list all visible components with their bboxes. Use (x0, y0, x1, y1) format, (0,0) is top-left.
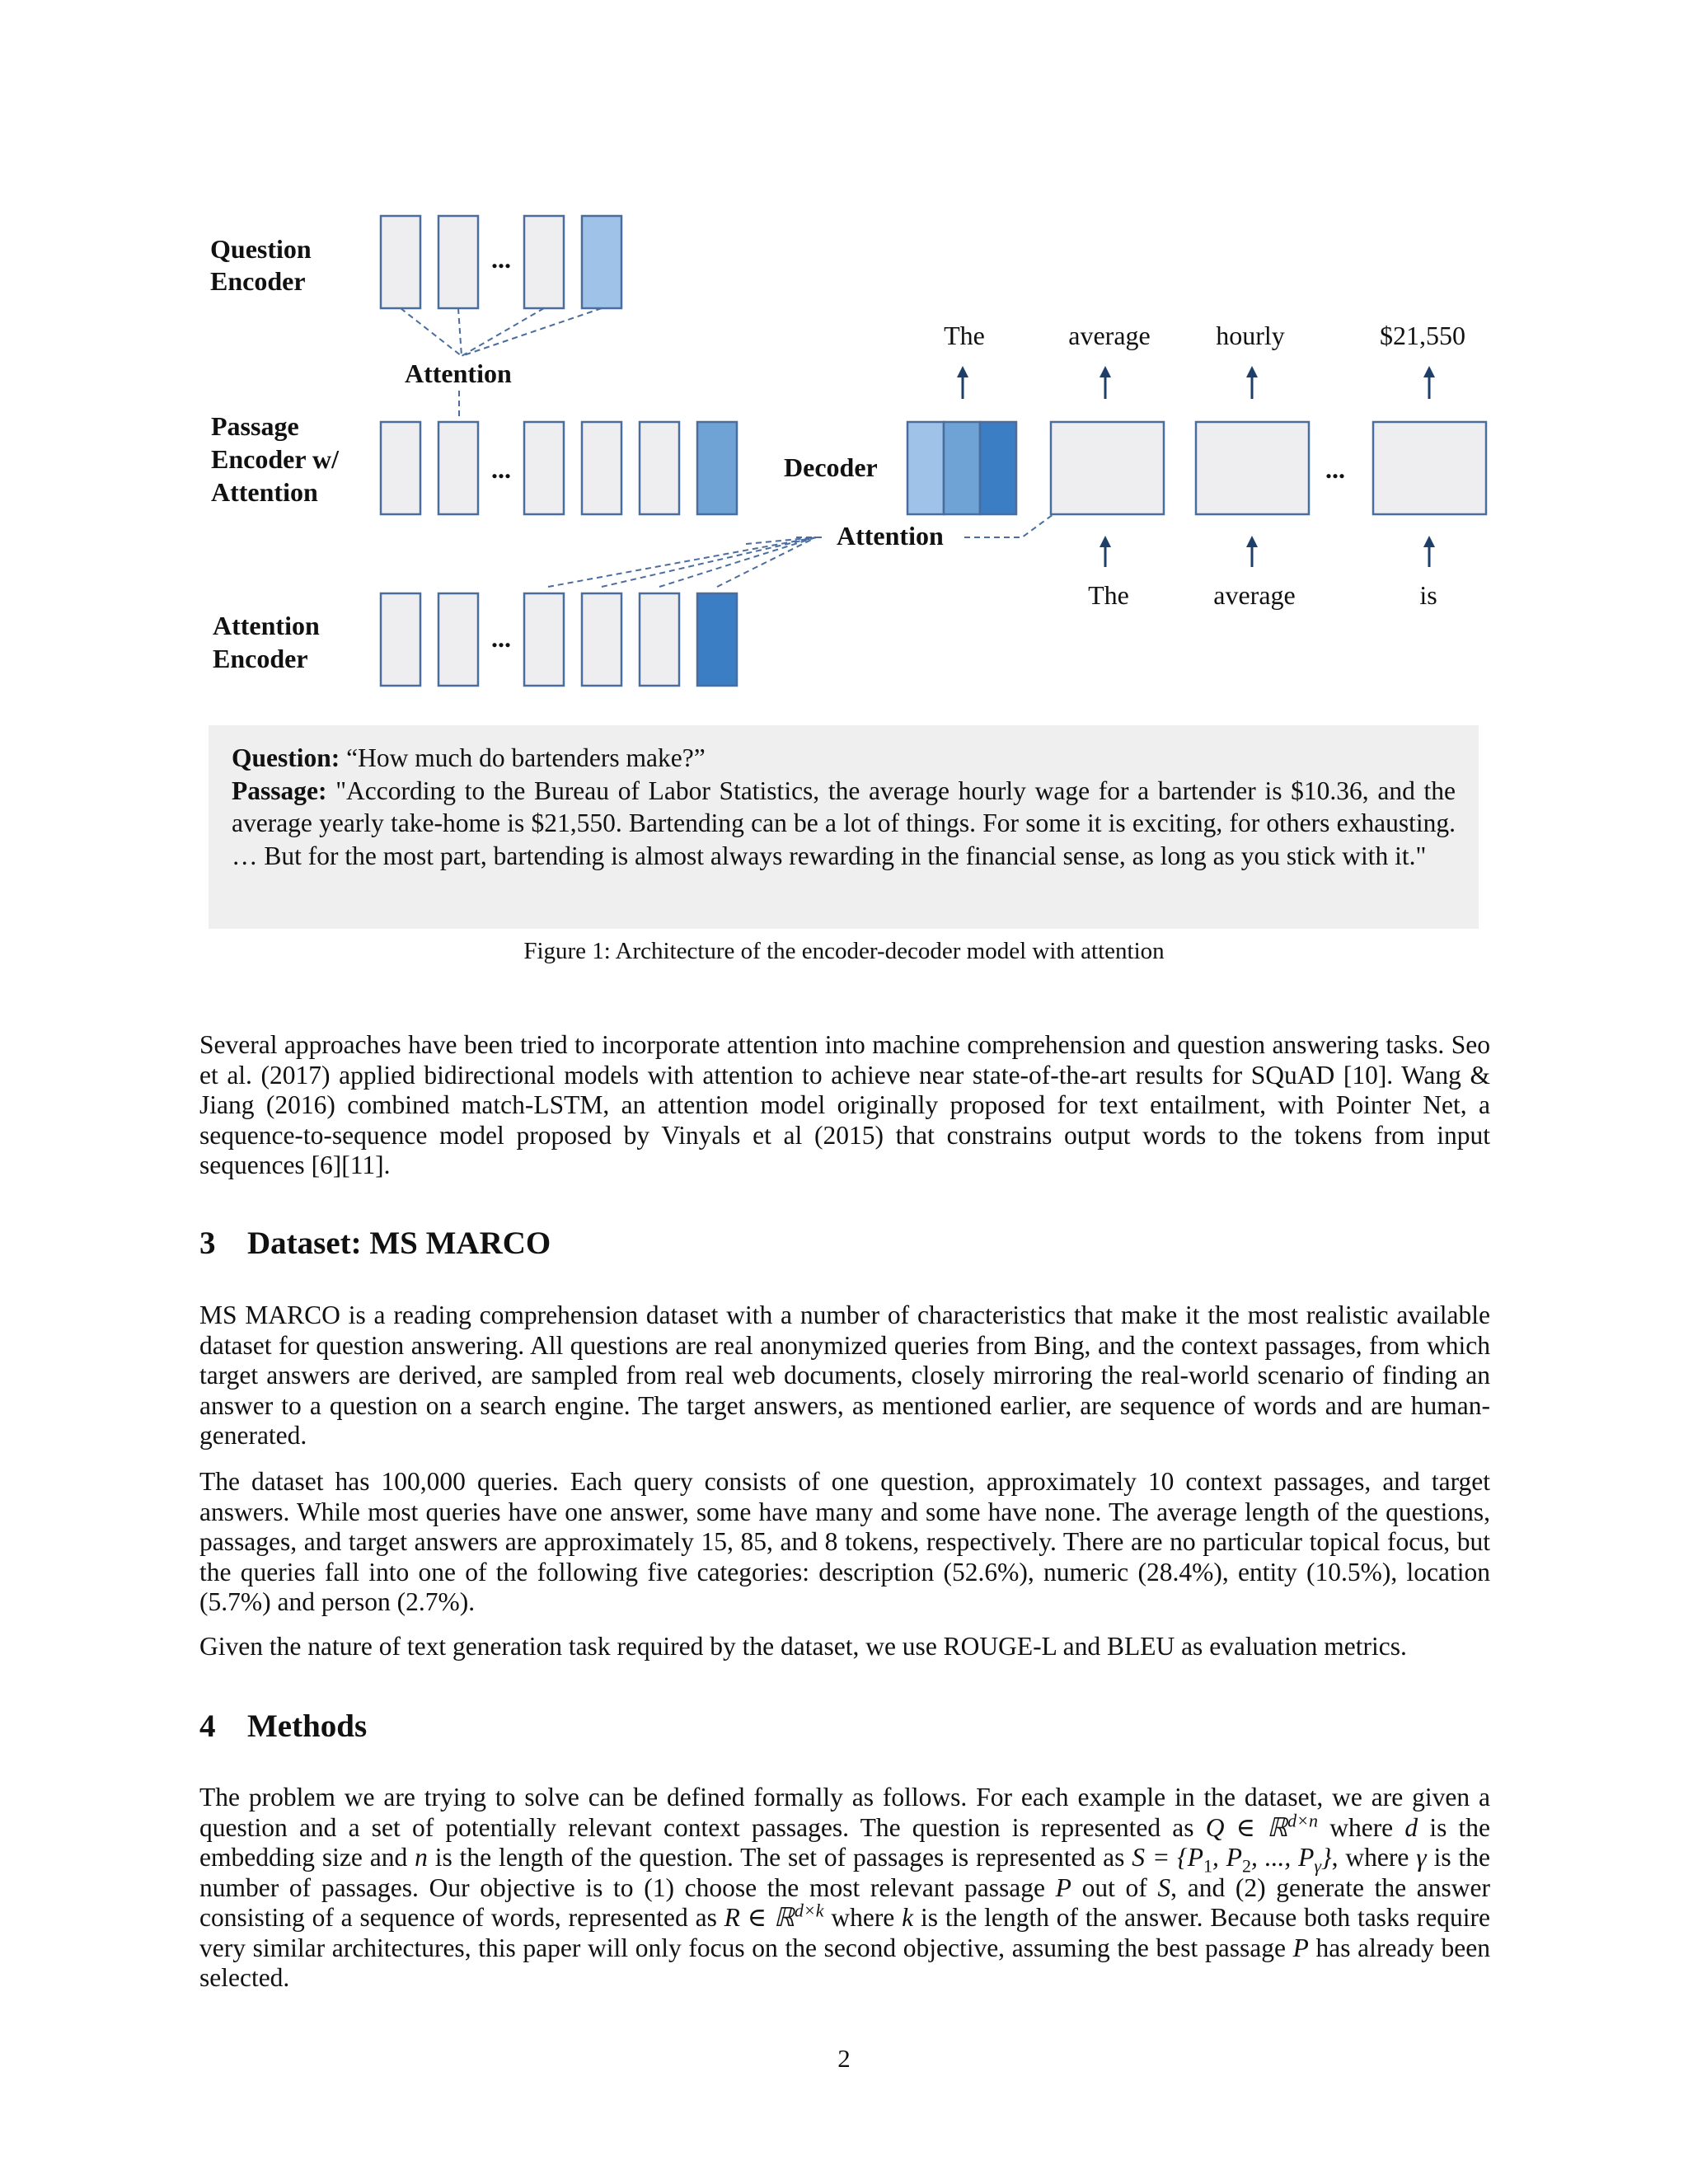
output-arrow (1100, 366, 1111, 399)
passage-encoder-cell (582, 422, 621, 514)
section-3-number: 3 (199, 1226, 216, 1261)
section-4-heading (199, 1708, 367, 1745)
attention-encoder-cell (381, 593, 420, 686)
passage-label: Passage: (232, 776, 327, 805)
figure-caption: Figure 1: Architecture of the encoder-decoder model with attention (523, 938, 1165, 964)
paragraph-dataset-2: The dataset has 100,000 queries. Each query consists of one question, approximately 10 context passages, and target answers. While most queries have one answer, some have many and some have none. The average length of the questions, passages, and target answers are approximately 15, 85, and 8 tokens, respectively. There are no particular topical focus, but the queries fall into one of the following five categories: description (52.6%), numeric (28.4%), entity (10.5%), location (5.7%) and person (2.7%). (199, 1467, 1490, 1616)
decoder-ellipsis: ... (1325, 454, 1345, 484)
question-encoder-ellipsis: ... (491, 244, 511, 274)
section-4-title: Methods (247, 1708, 368, 1744)
output-arrow (957, 366, 968, 399)
passage-encoder-cell (640, 422, 679, 514)
output-token: hourly (1216, 321, 1285, 350)
output-token: average (1068, 321, 1151, 350)
paragraph-related-work: Several approaches have been tried to incorporate attention into machine comprehension and question answering tasks. Seo et al. (2017) applied bidirectional models with attention to achieve near state-of-the-art results for SQuAD [10]. Wang & Jiang (2016) combined match-LSTM, an attention model originally proposed for text entailment, with Pointer Net, a sequence-to-sequence model proposed by Vinyals et al (2015) that constrains output words to the tokens from input sequences [6][11]. (199, 1030, 1490, 1179)
output-token: $21,550 (1380, 321, 1465, 350)
attention-top-label: Attention (405, 359, 512, 388)
question-encoder-label-line1: Question (210, 234, 312, 264)
attention-link (401, 308, 462, 356)
paragraph-dataset-1: MS MARCO is a reading comprehension dataset with a number of characteristics that make it the most realistic available dataset for question answering. All questions are real anonymized queries from Bing, and the context passages, from which target answers are derived, are sampled from real web documents, closely mirroring the real-world scenario of finding an answer to a question on a search engine. The target answers, as mentioned earlier, are sequence of words and are human-generated. (199, 1301, 1490, 1450)
input-arrow (1246, 536, 1258, 567)
question-encoder-cell (381, 216, 420, 308)
section-3-title: Dataset: MS MARCO (247, 1226, 551, 1261)
question-encoder-cell (438, 216, 478, 308)
question-encoder-final-cell (582, 216, 621, 308)
input-arrow (1423, 536, 1435, 567)
attention-link (659, 537, 816, 587)
example-box (209, 725, 1479, 929)
decoder-label: Decoder (784, 452, 878, 482)
passage-encoder-label-line2: Encoder w/ (211, 444, 339, 474)
passage-text: "According to the Bureau of Labor Statistics, the average hourly wage for a bartender is $10.36, and the average yearly take-home is $21,550. Bartending can be a lot of things. For some it is exciting, for others exhausting. … But for the most part, bartending is almost always rewarding in the financial sense, as long as you stick with it." (232, 776, 1456, 870)
passage-encoder-ellipsis: ... (491, 454, 511, 484)
math-Q: Q ∈ ℝ (1205, 1812, 1288, 1842)
math-R: R ∈ ℝ (724, 1903, 795, 1932)
math-S: S = {P (1132, 1843, 1203, 1872)
question-encoder-label-line2: Encoder (210, 266, 306, 296)
attention-encoder-cell (582, 593, 621, 686)
passage-encoder-label-line3: Attention (211, 477, 318, 507)
decoder-state-dark (980, 422, 1016, 514)
decoder-state-mid (944, 422, 980, 514)
attention-link (964, 514, 1053, 537)
attention-encoder-label-line1: Attention (213, 611, 320, 640)
output-arrow (1423, 366, 1435, 399)
input-token: The (1088, 580, 1129, 610)
input-arrow (1100, 536, 1111, 567)
example-question (232, 742, 1456, 775)
attention-encoder-cell (524, 593, 564, 686)
output-token: The (944, 321, 985, 350)
decoder-step-cell (1373, 422, 1486, 514)
decoder-state-light (907, 422, 944, 514)
page-number: 2 (837, 2044, 851, 2073)
attention-encoder-cell (438, 593, 478, 686)
passage-encoder-label-line1: Passage (211, 411, 299, 441)
paragraph-methods: The problem we are trying to solve can be defined formally as follows. For each example in the dataset, we are given a question and a set of potentially relevant context passages. The question is represented as Q ∈ ℝ$^{d\times n}$ where d is the embedding size and n is the length of the question. The set of passages is represented as $S = \{P_1$, $P_2$, ..., $P_\gamma$}, where γ is the number of passages. Our objective is to (1) choose the most relevant passage P out of S, and (2) generate the answer consisting of a sequence of words, represented as R ∈ ℝ$^{d\times k}$ where k is the length of the answer. Because both tasks require very similar architectures, this paper will only focus on the second objective, assuming the best passage P has already been selected. (199, 1783, 1491, 1992)
attention-mid-label: Attention (837, 521, 944, 551)
question-encoder-cell (524, 216, 564, 308)
question-label: Question: (232, 743, 340, 772)
attention-encoder-ellipsis: ... (491, 623, 511, 653)
architecture-figure (0, 0, 1688, 841)
passage-encoder-cell (438, 422, 478, 514)
paragraph-dataset-3: Given the nature of text generation task required by the dataset, we use ROUGE-L and BLEU as evaluation metrics. (199, 1632, 1407, 1661)
input-token: average (1213, 580, 1296, 610)
attention-link (602, 537, 816, 587)
attention-link (717, 537, 816, 587)
decoder-step-cell (1051, 422, 1164, 514)
attention-encoder-label-line2: Encoder (213, 644, 308, 673)
section-3-heading (199, 1225, 551, 1262)
passage-encoder-cell (381, 422, 420, 514)
example-passage (232, 775, 1456, 873)
question-text: “How much do bartenders make?” (346, 743, 706, 772)
attention-encoder-final-cell (697, 593, 737, 686)
decoder-step-cell (1196, 422, 1309, 514)
attention-encoder-cell (640, 593, 679, 686)
output-arrow (1246, 366, 1258, 399)
section-4-number: 4 (199, 1708, 216, 1744)
passage-encoder-final-cell (697, 422, 737, 514)
passage-encoder-cell (524, 422, 564, 514)
input-token: is (1419, 580, 1437, 610)
attention-link (458, 308, 462, 356)
